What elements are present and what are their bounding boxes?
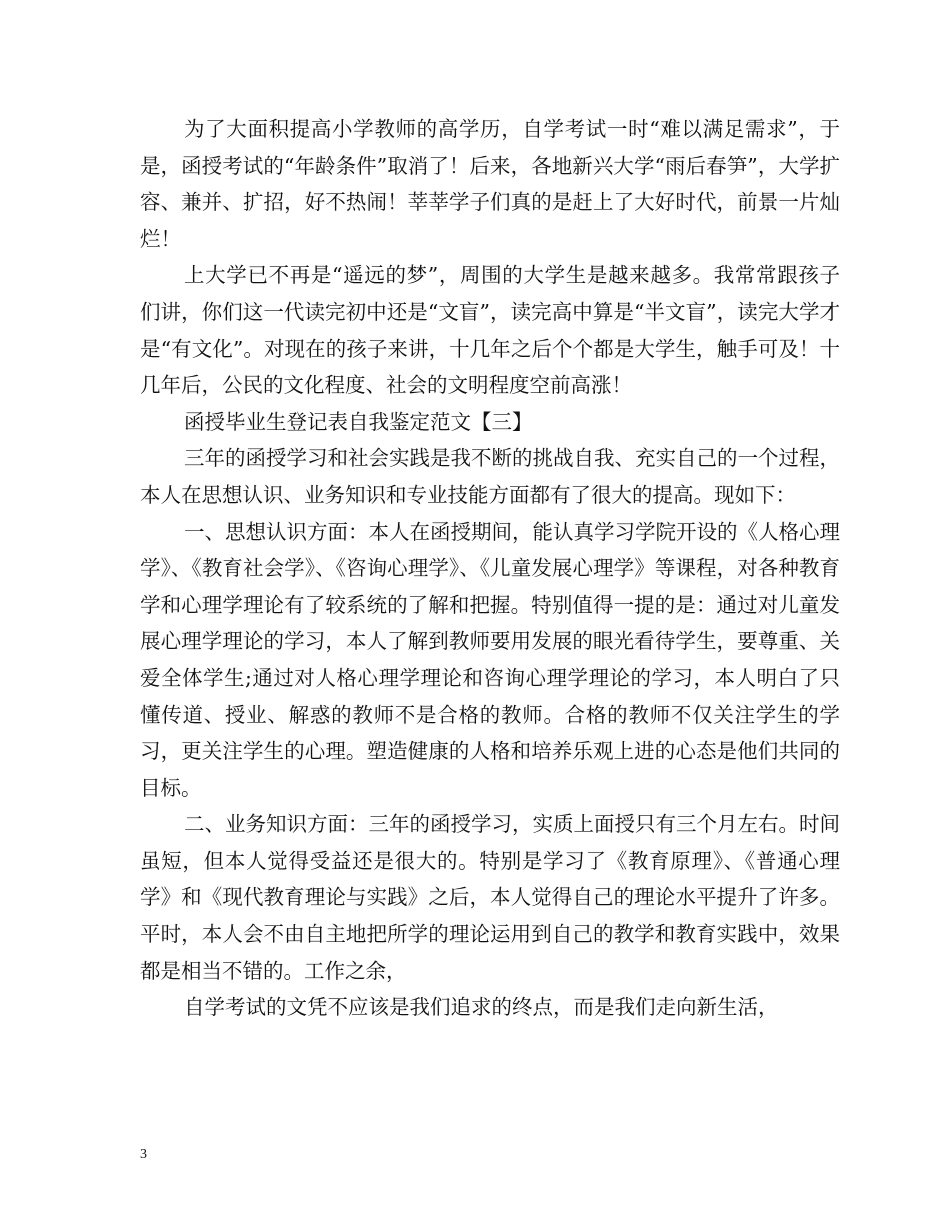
document-body: [140, 111, 840, 1026]
page-number: 3: [140, 1147, 147, 1162]
paragraph-ideology: 一、思想认识方面：本人在函授期间，能认真学习学院开设的《人格心理学》、《教育社会学》、《咨询心理学》、《儿童发展心理学》等课程，对各种教育学和心理学理论有了较系统的了解和把握。特别值得一提的是：通过对儿童发展心理学理论的学习，本人了解到教师要用发展的眼光看待学生，要尊重、关爱全体学生;通过对人格心理学理论和咨询心理学理论的学习，本人明白了只懂传道、授业、解惑的教师不是合格的教师。合格的教师不仅关注学生的学习，更关注学生的心理。塑造健康的人格和培养乐观上进的心态是他们共同的目标。: [140, 519, 840, 800]
paragraph-business-knowledge: 二、业务知识方面：三年的函授学习，实质上面授只有三个月左右。时间虽短，但本人觉得受益还是很大的。特别是学习了《教育原理》、《普通心理学》和《现代教育理论与实践》之后，本人觉得自己的理论水平提升了许多。平时，本人会不由自主地把所学的理论运用到自己的教学和教育实践中，效果都是相当不错的。工作之余，: [140, 812, 840, 983]
section-heading: 函授毕业生登记表自我鉴定范文【三】: [184, 409, 533, 434]
paragraph-overview: 三年的函授学习和社会实践是我不断的挑战自我、充实自己的一个过程，本人在思想认识、业务知识和专业技能方面都有了很大的提高。现如下：: [140, 446, 840, 507]
paragraph-self-study: 自学考试的文凭不应该是我们追求的终点，而是我们走向新生活，: [184, 995, 779, 1020]
paragraph-university: 上大学已不再是“遥远的梦”，周围的大学生是越来越多。我常常跟孩子们讲，你们这一代读完初中还是“文盲”，读完高中算是“半文盲”，读完大学才是“有文化”。对现在的孩子来讲，十几年之后个个都是大学生，触手可及！十几年后，公民的文化程度、社会的文明程度空前高涨！: [140, 263, 840, 398]
paragraph-intro: 为了大面积提高小学教师的高学历，自学考试一时“难以满足需求”，于是，函授考试的“年龄条件”取消了！后来，各地新兴大学“雨后春笋”，大学扩容、兼并、扩招，好不热闹！莘莘学子们真的是赶上了大好时代，前景一片灿烂！: [140, 117, 840, 251]
